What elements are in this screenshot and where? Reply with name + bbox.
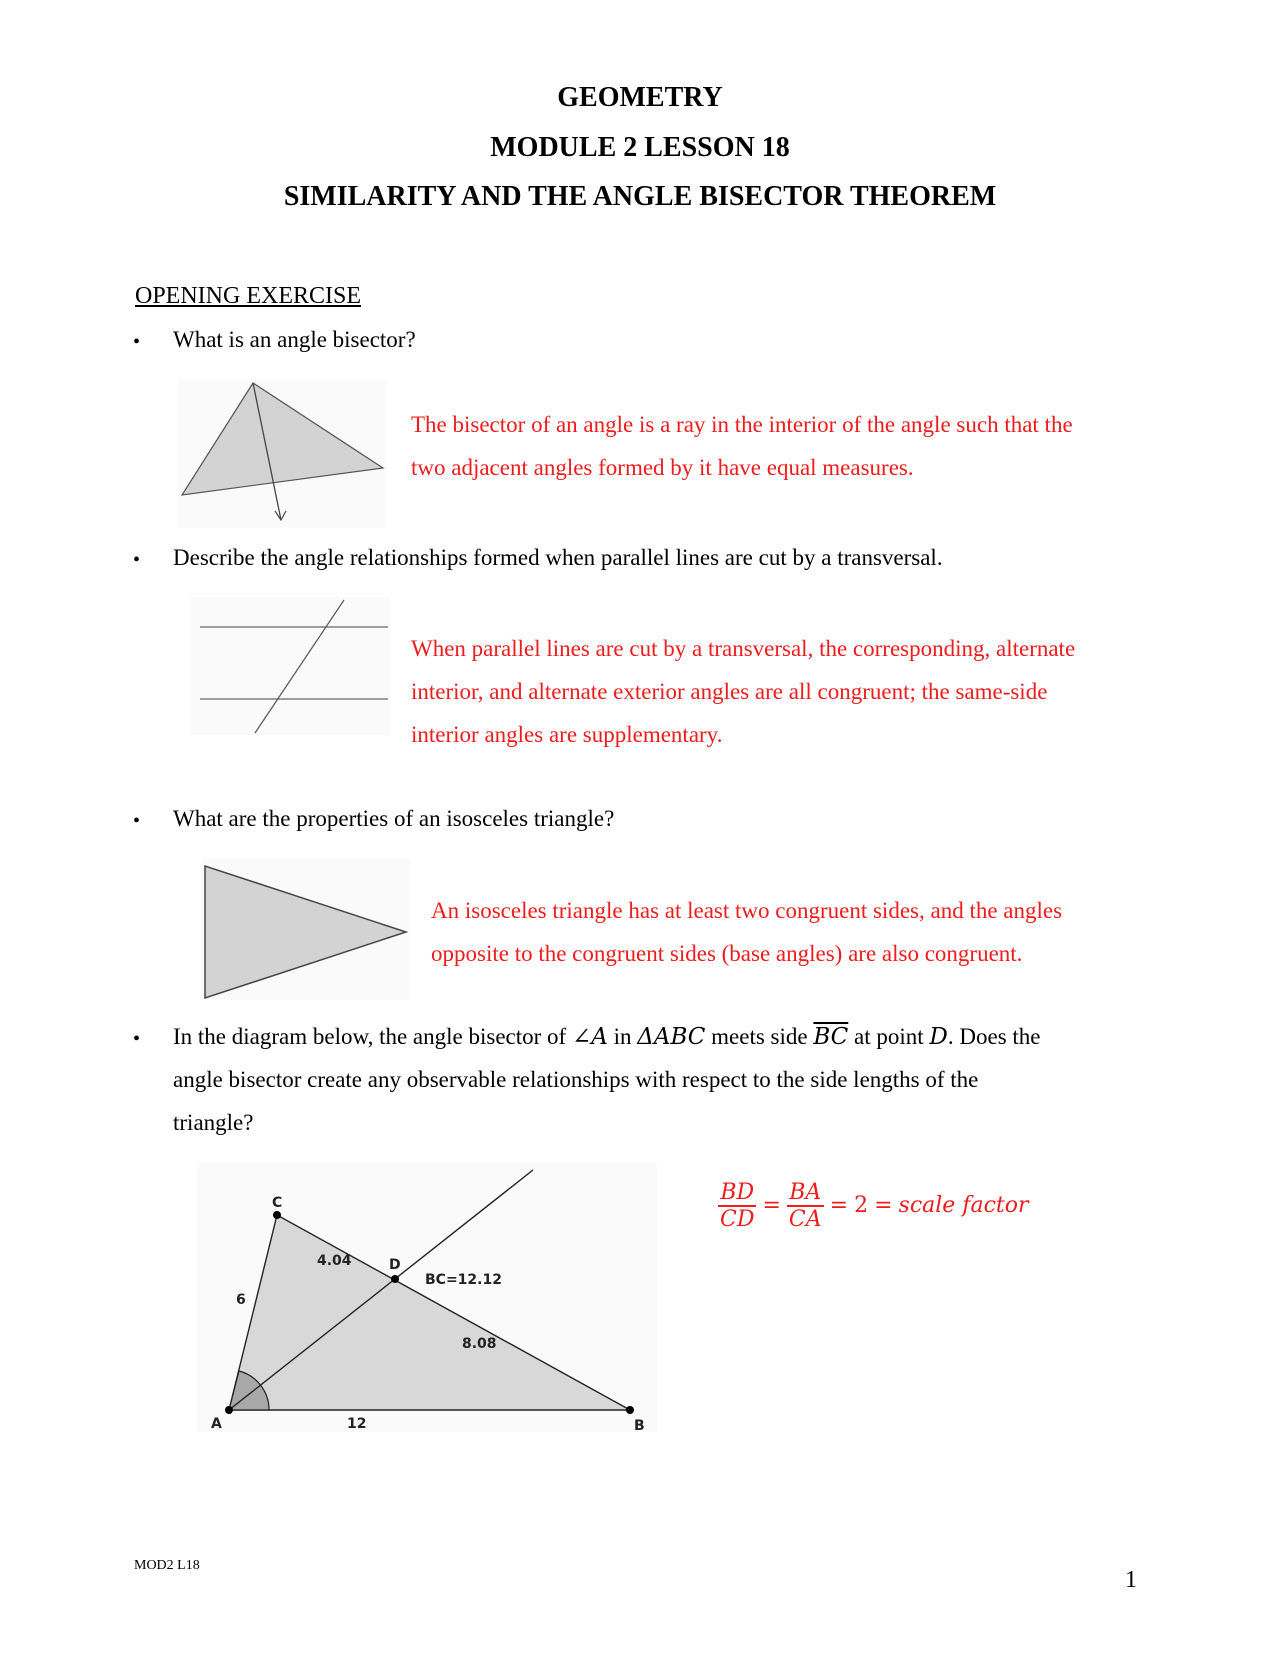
segment-db-label: 8.08	[462, 1336, 497, 1352]
vertex-c-label: C	[272, 1195, 283, 1211]
lesson-title: MODULE 2 LESSON 18	[490, 132, 790, 163]
isosceles-triangle-figure	[202, 858, 410, 1000]
side-ac-label: 6	[236, 1292, 246, 1308]
answer-1-line-2: two adjacent angles formed by it have equal measures.	[411, 455, 914, 480]
page-number: 1	[1125, 1567, 1137, 1593]
question-2: Describe the angle relationships formed when parallel lines are cut by a transversal.	[173, 545, 943, 570]
bullet: •	[133, 331, 141, 353]
point-d-symbol: D	[929, 1024, 948, 1050]
point-c	[273, 1211, 281, 1219]
fraction-bd-cd: $\frac{BD}{CD}$	[720, 1180, 755, 1232]
bullet: •	[133, 1028, 141, 1050]
question-4-line-1: In the diagram below, the angle bisector of ∠A in ΔABC meets side $\overline{BC}$ at point D. Does the	[173, 1024, 1041, 1050]
segment-bc-symbol: $\overline{BC}$	[813, 1024, 849, 1050]
answer-3-line-2: opposite to the congruent sides (base angles) are also congruent.	[431, 941, 1023, 966]
answer-1-line-1: The bisector of an angle is a ray in the interior of the angle such that the	[411, 412, 1073, 437]
section-heading: OPENING EXERCISE	[135, 283, 361, 309]
scale-factor-label: scale factor	[898, 1193, 1029, 1218]
answer-2-line-3: interior angles are supplementary.	[411, 722, 723, 747]
question-4-line-2: angle bisector create any observable relationships with respect to the side lengths of the	[173, 1067, 979, 1092]
point-b	[626, 1406, 634, 1414]
footer-code: MOD2 L18	[134, 1558, 200, 1573]
question-3: What are the properties of an isosceles triangle?	[173, 806, 615, 831]
vertex-d-label: D	[389, 1257, 401, 1273]
triangle-abc-symbol: ΔABC	[637, 1024, 706, 1050]
parallel-lines-figure	[190, 597, 390, 735]
angle-bisector-figure	[178, 380, 386, 528]
answer-2-line-2: interior, and alternate exterior angles are all congruent; the same-side	[411, 679, 1048, 704]
bullet: •	[133, 549, 141, 571]
bullet: •	[133, 810, 141, 832]
answer-2-line-1: When parallel lines are cut by a transversal, the corresponding, alternate	[411, 636, 1076, 661]
answer-3-line-1: An isosceles triangle has at least two congruent sides, and the angles	[431, 898, 1063, 923]
question-4-line-3: triangle?	[173, 1110, 254, 1135]
bc-length-label: BC=12.12	[425, 1272, 502, 1288]
fraction-ba-ca: $\frac{BA}{CA}$	[788, 1180, 822, 1232]
course-title: GEOMETRY	[557, 82, 723, 113]
point-d	[391, 1275, 399, 1283]
ratio-equation: $\frac{BD}{CD}$ = $\frac{BA}{CA}$ = 2 = scale factor	[720, 1180, 1029, 1232]
angle-bisector-diagram	[197, 1162, 657, 1432]
vertex-b-label: B	[634, 1418, 645, 1432]
segment-cd-label: 4.04	[317, 1253, 352, 1269]
side-ab-label: 12	[347, 1416, 367, 1432]
point-a	[225, 1406, 233, 1414]
question-1: What is an angle bisector?	[173, 327, 416, 352]
page-title: SIMILARITY AND THE ANGLE BISECTOR THEOREM	[283, 181, 997, 212]
angle-a-symbol: ∠A	[571, 1024, 608, 1050]
vertex-a-label: A	[211, 1416, 222, 1432]
